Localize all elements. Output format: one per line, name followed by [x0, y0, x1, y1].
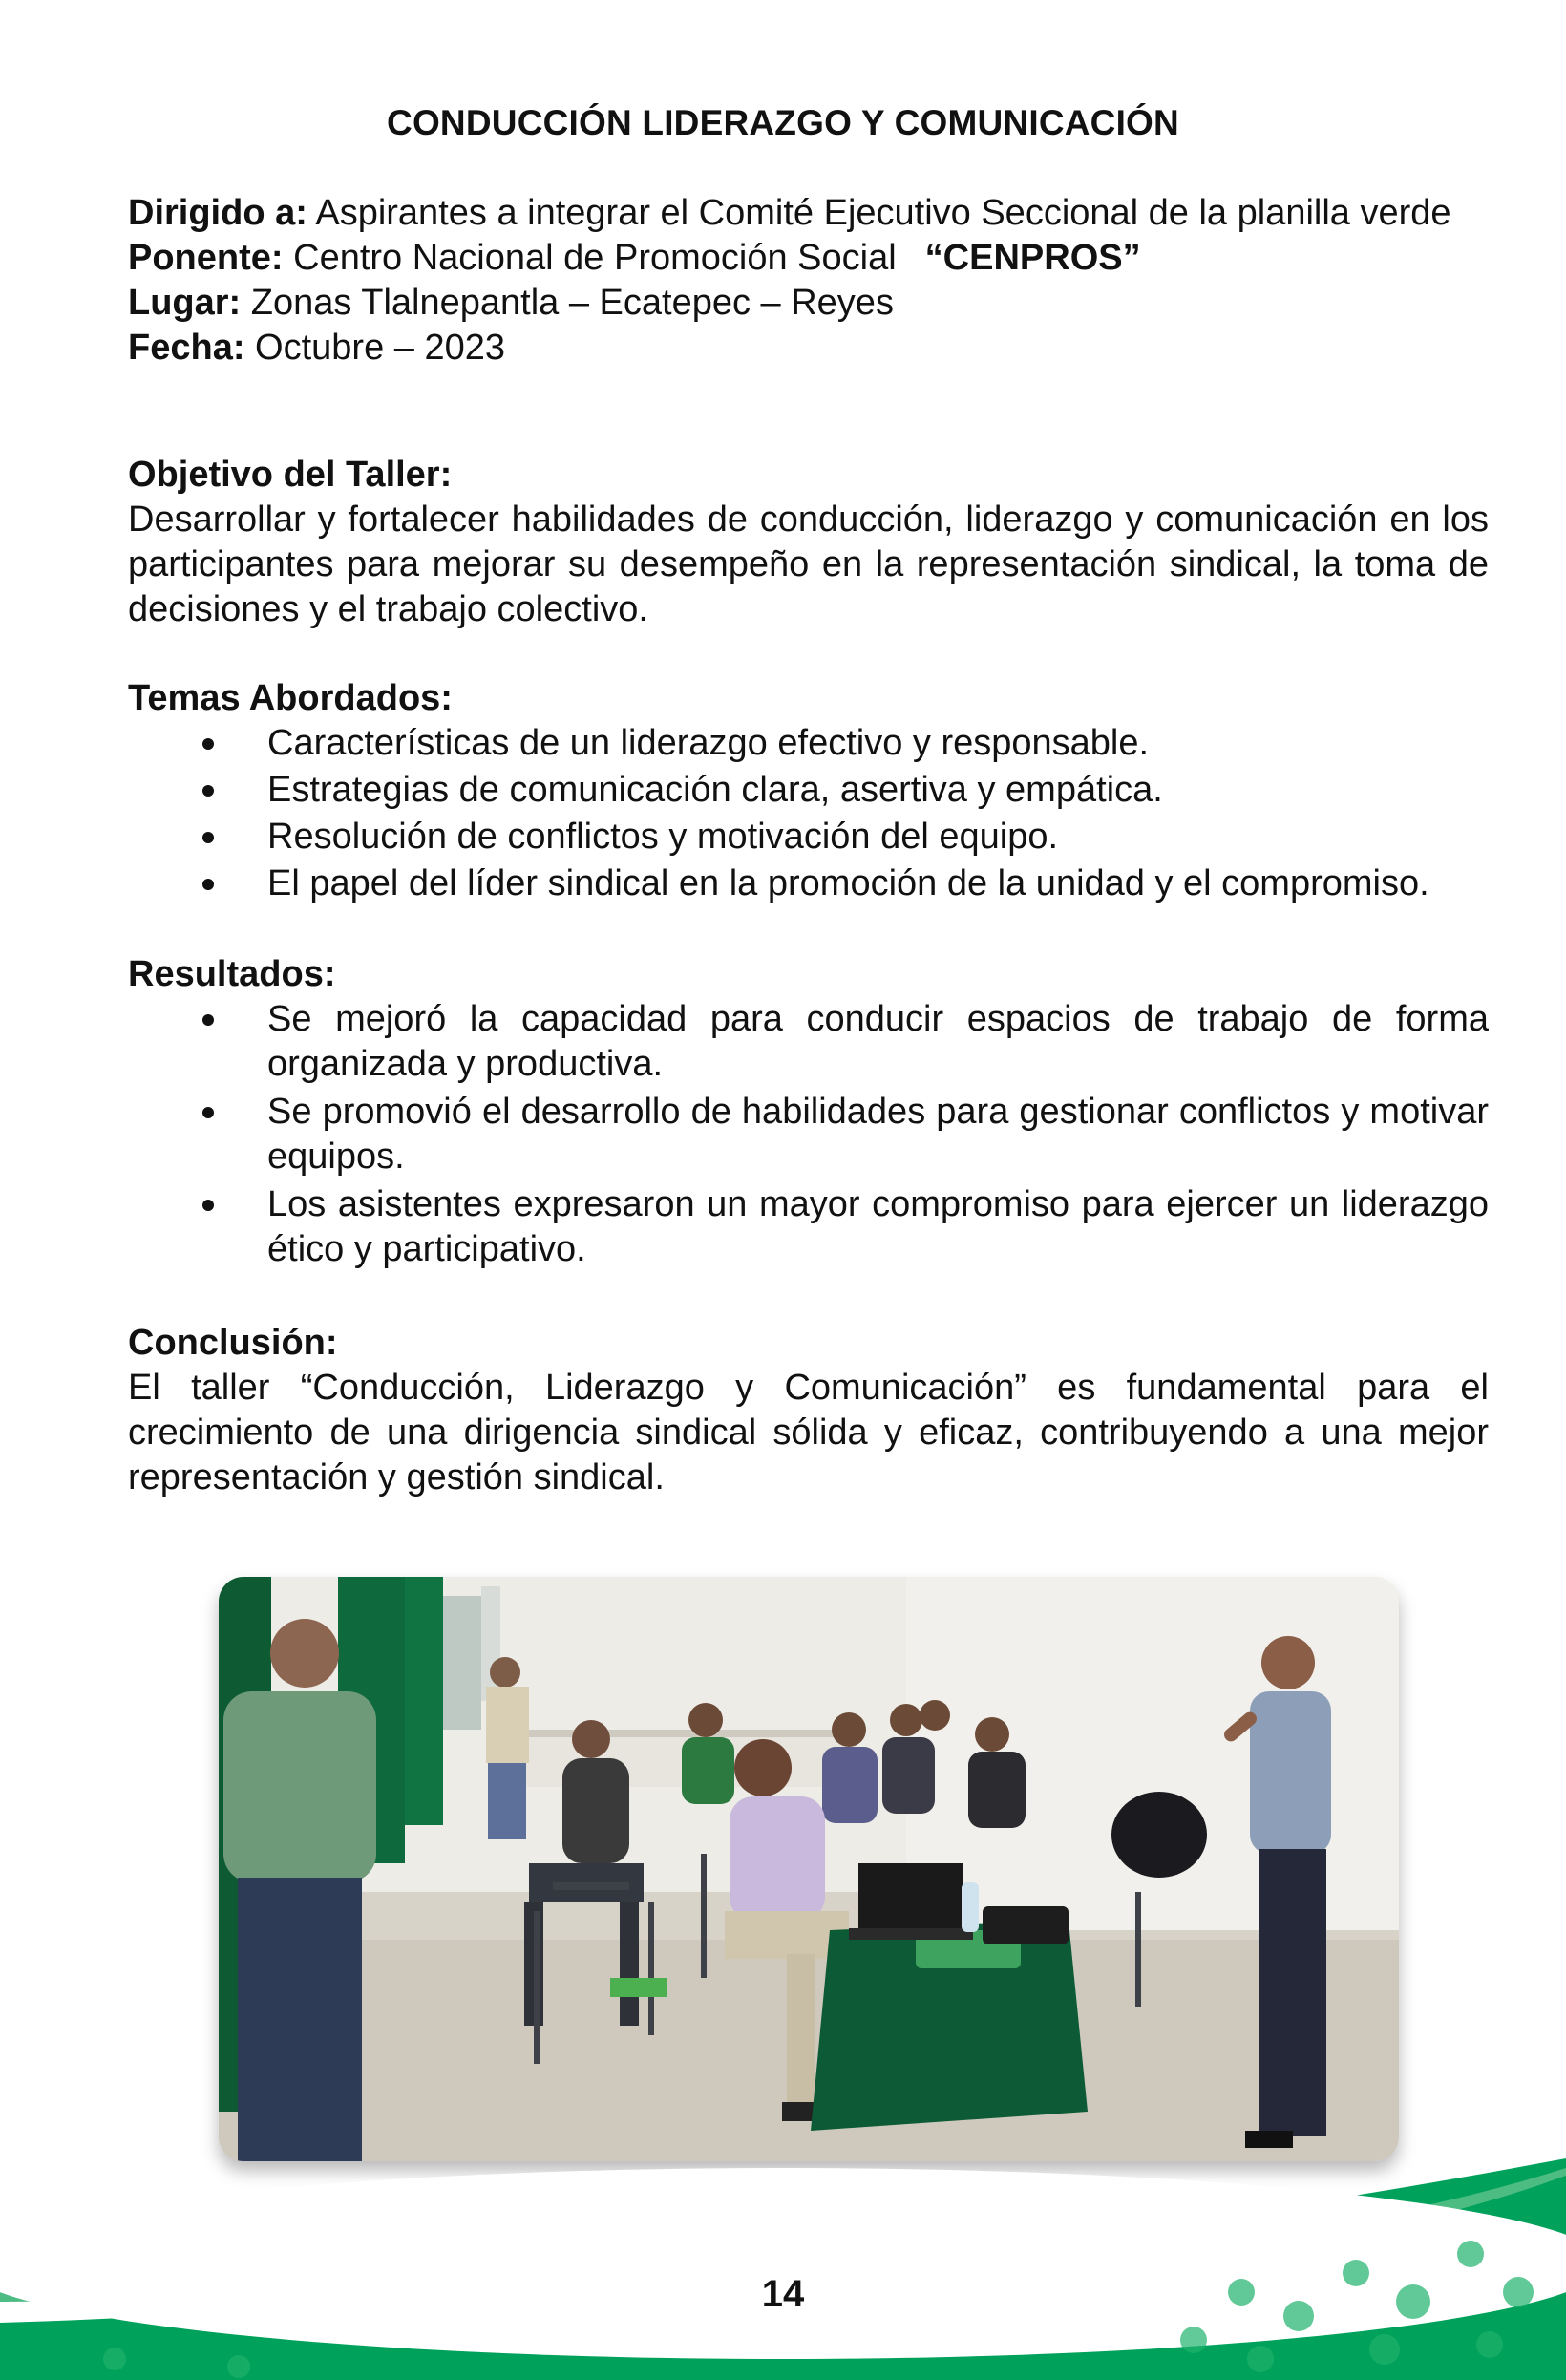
conclusion-heading: Conclusión:	[128, 1323, 338, 1363]
ponente-acronym: “CENPROS”	[924, 238, 1141, 278]
ponente-line	[128, 236, 1489, 281]
objetivo-text: Desarrollar y fortalecer habilidades de conducción, liderazgo y comunicación en los participantes para mejorar su desempeño en la representación sindical, la toma de decisiones y el trabajo colectivo.	[128, 499, 1489, 629]
list-item	[128, 861, 1489, 906]
dirigido-line	[128, 191, 1489, 236]
list-item-text: El papel del líder sindical en la promoción de la unidad y el compromiso.	[267, 863, 1429, 903]
conclusion-section	[128, 1321, 1489, 1500]
bullet-icon	[202, 832, 214, 843]
footer-wave-decoration	[0, 2158, 1566, 2380]
resultados-section	[128, 952, 1489, 1275]
list-item	[128, 721, 1489, 766]
ponente-label: Ponente:	[128, 238, 284, 278]
bullet-icon	[202, 879, 214, 890]
list-item	[128, 768, 1489, 813]
workshop-photo	[219, 1577, 1399, 2161]
objetivo-section	[128, 453, 1489, 632]
list-item	[128, 1090, 1489, 1179]
list-item-text: Los asistentes expresaron un mayor compromiso para ejercer un liderazgo ético y participativo.	[267, 1184, 1489, 1269]
page-title: CONDUCCIÓN LIDERAZGO Y COMUNICACIÓN	[387, 103, 1179, 142]
dirigido-label: Dirigido a:	[128, 193, 307, 233]
temas-heading: Temas Abordados:	[128, 678, 453, 718]
resultados-heading: Resultados:	[128, 954, 336, 994]
objetivo-heading: Objetivo del Taller:	[128, 455, 453, 495]
conclusion-text: El taller “Conducción, Liderazgo y Comunicación” es fundamental para el crecimiento de una dirigencia sindical sólida y eficaz, contribuyendo a una mejor representación y gestión sindical.	[128, 1368, 1489, 1498]
fecha-label: Fecha:	[128, 328, 245, 368]
list-item-text: Estrategias de comunicación clara, asertiva y empática.	[267, 770, 1163, 810]
temas-section	[128, 676, 1489, 908]
list-item-text: Resolución de conflictos y motivación del equipo.	[267, 817, 1059, 857]
list-item	[128, 1182, 1489, 1272]
list-item-text: Características de un liderazgo efectivo y responsable.	[267, 723, 1150, 763]
bullet-icon	[202, 1014, 214, 1026]
bullet-icon	[202, 785, 214, 797]
lugar-value: Zonas Tlalnepantla – Ecatepec – Reyes	[241, 283, 894, 323]
list-item-text: Se mejoró la capacidad para conducir espacios de trabajo de forma organizada y productiva.	[267, 999, 1489, 1084]
bullet-icon	[202, 1200, 214, 1211]
ponente-value: Centro Nacional de Promoción Social	[283, 238, 897, 278]
fecha-value: Octubre – 2023	[244, 328, 505, 368]
bullet-icon	[202, 1107, 214, 1118]
fecha-line	[128, 326, 1489, 371]
lugar-line	[128, 281, 1489, 326]
resultados-list	[128, 997, 1489, 1272]
list-item	[128, 815, 1489, 860]
list-item-text: Se promovió el desarrollo de habilidades para gestionar conflictos y motivar equipos.	[267, 1092, 1489, 1177]
bullet-icon	[202, 738, 214, 750]
temas-list	[128, 721, 1489, 906]
workshop-info	[128, 191, 1489, 371]
list-item	[128, 997, 1489, 1087]
page-number: 14	[761, 2273, 805, 2315]
lugar-label: Lugar:	[128, 283, 242, 323]
dirigido-value: Aspirantes a integrar el Comité Ejecutivo Seccional de la planilla verde	[307, 193, 1451, 233]
